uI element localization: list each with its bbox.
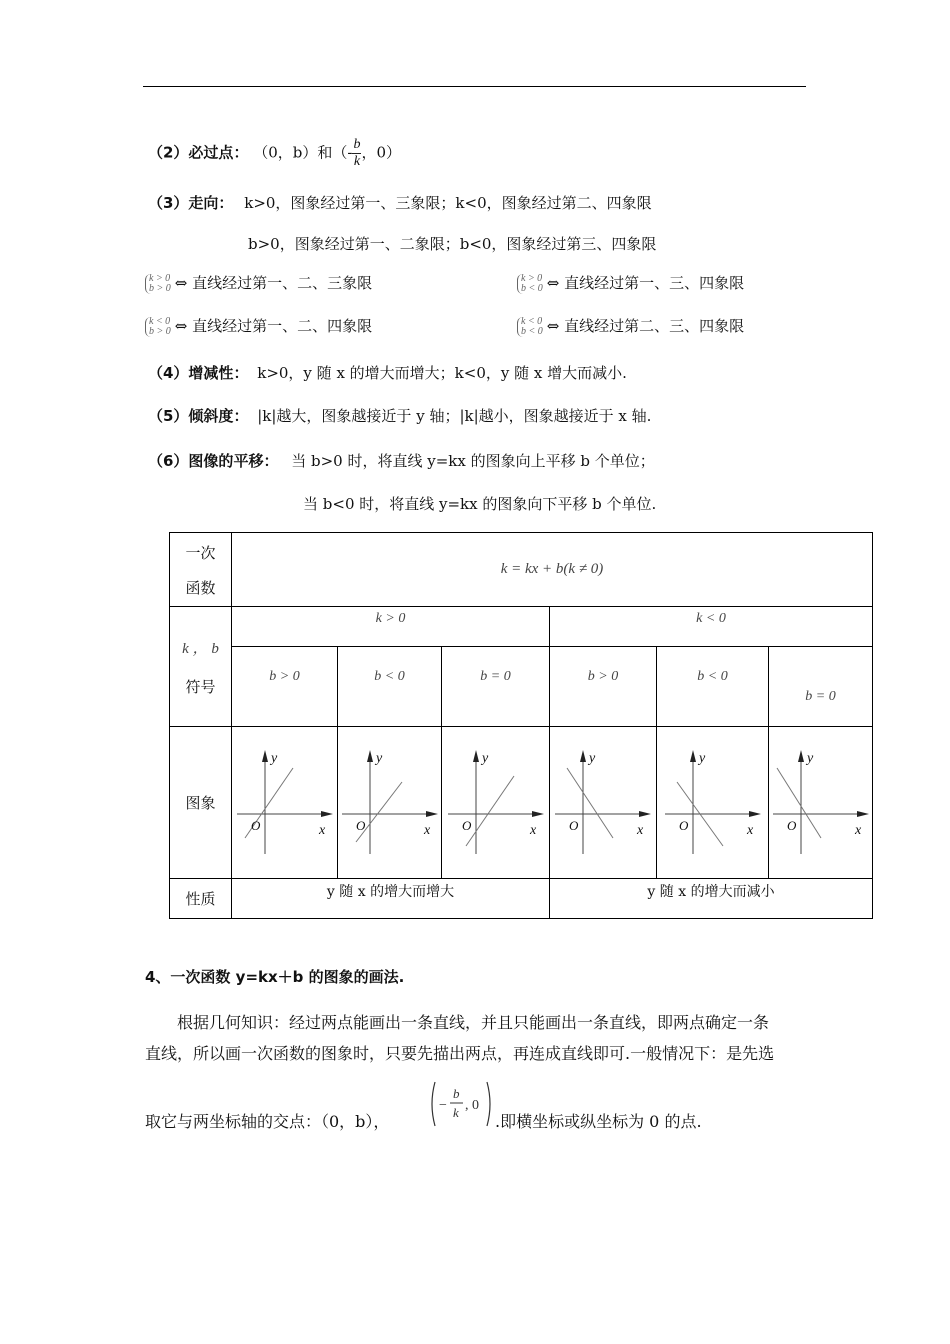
graph-cell-4: [550, 727, 657, 879]
function-line: [777, 768, 821, 838]
b-cell-6: b = 0: [769, 647, 873, 727]
direction-text-1: k>0，图象经过第一、三象限；k<0，图象经过第二、四象限: [244, 194, 652, 212]
graph-kpos-bpos: [235, 746, 335, 856]
frac-den: k: [453, 1105, 459, 1120]
table-row: [170, 727, 873, 879]
graph-cell-1: [232, 727, 338, 879]
point-line: [148, 137, 401, 170]
graph-kneg-bneg: [663, 746, 763, 856]
translation-label: （6）图像的平移：: [148, 452, 279, 470]
y-axis-arrow: [367, 750, 373, 762]
row-label-function: [170, 533, 232, 607]
case-3: [145, 315, 372, 337]
row-label-signs-a: k ， b: [182, 640, 219, 657]
frac-tail: , 0: [465, 1098, 479, 1113]
monotonic-label: （4）增减性：: [148, 364, 249, 382]
y-axis-label: y: [806, 750, 813, 766]
section-4-para-2: 直线，所以画一次函数的图象时，只要先描出两点，再连成直线即可.一般情况下：是先选: [145, 1044, 775, 1063]
direction-label: （3）走向：: [148, 194, 234, 212]
x-axis-label: x: [637, 822, 644, 838]
frac-num: b: [453, 1086, 460, 1101]
origin-label: O: [678, 817, 688, 833]
case-2-k: k > 0: [521, 273, 543, 284]
x-axis-label: x: [529, 822, 536, 838]
property-decreasing: y 随 x 的增大而减小: [550, 879, 873, 919]
x-axis-arrow: [639, 811, 651, 817]
case-4-brace: [517, 317, 543, 337]
x-axis-arrow: [321, 811, 333, 817]
graph-cell-6: [769, 727, 873, 879]
case-3-brace: [145, 317, 171, 337]
fraction-numerator: b: [353, 137, 361, 152]
graph-kneg-bpos: [553, 746, 653, 856]
b-cell-5: b < 0: [657, 647, 769, 727]
case-1-text: ⇔ 直线经过第一、二、三象限: [174, 274, 373, 292]
case-2-b: b < 0: [521, 283, 543, 294]
direction-text-2: b>0，图象经过第一、二象限；b<0，图象经过第三、四象限: [248, 235, 657, 253]
case-4-text: ⇔ 直线经过第二、三、四象限: [546, 317, 745, 335]
row-label-graph: 图象: [170, 727, 232, 879]
table-row: [170, 533, 873, 607]
case-1-brace: [145, 274, 171, 294]
point-text-2: ，0）: [361, 143, 401, 162]
graph-cell-2: [338, 727, 442, 879]
x-axis-label: x: [854, 822, 861, 838]
point-text-1: （0，b）和（-: [253, 143, 353, 162]
slope-label: （5）倾斜度：: [148, 407, 249, 425]
header-rule: [143, 86, 806, 87]
b-cell-3: b = 0: [442, 647, 550, 727]
row-label-signs-b: 符号: [185, 677, 216, 696]
right-paren: [487, 1082, 490, 1126]
x-axis-label: x: [423, 822, 430, 838]
row-label-function-a: 一次: [185, 543, 216, 562]
b-cell-2: b < 0: [338, 647, 442, 727]
y-axis-label: y: [589, 750, 596, 766]
x-axis-label: x: [746, 822, 753, 838]
origin-label: O: [569, 817, 579, 833]
origin-label: O: [250, 817, 260, 833]
y-axis-label: y: [698, 750, 705, 766]
graph-cell-5: [657, 727, 769, 879]
left-paren: [432, 1082, 435, 1126]
x-axis-arrow: [532, 811, 544, 817]
case-2: [517, 272, 744, 294]
function-formula: k = kx + b(k ≠ 0): [232, 533, 873, 607]
graph-kpos-bneg: [340, 746, 440, 856]
y-axis-arrow: [580, 750, 586, 762]
slope-text: |k|越大，图象越接近于 y 轴；|k|越小，图象越接近于 x 轴.: [257, 407, 652, 425]
case-3-text: ⇔ 直线经过第一、二、四象限: [174, 317, 373, 335]
y-axis-label: y: [481, 750, 488, 766]
k-negative-header: k < 0: [550, 607, 873, 647]
translation-text-2: 当 b<0 时，将直线 y=kx 的图象向下平移 b 个单位.: [303, 495, 657, 513]
k-positive-header: k > 0: [232, 607, 550, 647]
property-increasing: y 随 x 的增大而增大: [232, 879, 550, 919]
y-axis-arrow: [798, 750, 804, 762]
function-line: [466, 776, 514, 846]
row-label-property: 性质: [170, 879, 232, 919]
y-axis-arrow: [262, 750, 268, 762]
b-cell-4: b > 0: [550, 647, 657, 727]
row-label-signs: [170, 607, 232, 727]
translation-line-1: [148, 450, 655, 471]
table-row: [170, 607, 873, 647]
direction-line-1: [148, 192, 652, 213]
monotonic-line: [148, 362, 627, 383]
origin-label: O: [786, 817, 796, 833]
section-4-para-3b: .即横坐标或纵坐标为 0 的点.: [495, 1112, 702, 1131]
function-line: [356, 782, 402, 842]
case-3-b: b > 0: [149, 326, 171, 337]
monotonic-text: k>0，y 随 x 的增大而增大；k<0，y 随 x 增大而减小.: [257, 364, 627, 382]
translation-text-1: 当 b>0 时，将直线 y=kx 的图象向上平移 b 个单位；: [291, 452, 655, 470]
case-4-b: b < 0: [521, 326, 543, 337]
intercept-fraction-svg: [427, 1078, 497, 1130]
case-4: [517, 315, 744, 337]
point-label: （2）必过点：: [148, 143, 249, 162]
section-4-para-3a: 取它与两坐标轴的交点：（0，b），: [145, 1112, 390, 1131]
x-axis-label: x: [318, 822, 325, 838]
table-row: [170, 879, 873, 919]
y-axis-arrow: [473, 750, 479, 762]
case-1-b: b > 0: [149, 283, 171, 294]
linear-function-table: [169, 532, 873, 919]
minus-sign: −: [439, 1098, 447, 1113]
graph-kneg-bzero: [771, 746, 871, 856]
case-2-text: ⇔ 直线经过第一、三、四象限: [546, 274, 745, 292]
case-1-k: k > 0: [149, 273, 171, 284]
section-4-heading: 4、一次函数 y=kx＋b 的图象的画法.: [145, 968, 405, 986]
graph-kpos-bzero: [446, 746, 546, 856]
b-cell-1: b > 0: [232, 647, 338, 727]
graph-cell-3: [442, 727, 550, 879]
y-axis-label: y: [375, 750, 382, 766]
x-axis-arrow: [857, 811, 869, 817]
y-axis-label: y: [270, 750, 277, 766]
row-label-function-b: 函数: [185, 578, 216, 597]
section-4-para-1: 根据几何知识：经过两点能画出一条直线，并且只能画出一条直线，即两点确定一条: [177, 1013, 770, 1032]
intercept-fraction: [427, 1078, 497, 1134]
x-axis-arrow: [426, 811, 438, 817]
case-2-brace: [517, 274, 543, 294]
slope-line: [148, 405, 651, 426]
origin-label: O: [461, 817, 471, 833]
case-1: [145, 272, 372, 294]
table-row: [170, 647, 873, 727]
case-3-k: k < 0: [149, 316, 171, 327]
origin-label: O: [355, 817, 365, 833]
x-axis-arrow: [749, 811, 761, 817]
fraction-denominator: k: [353, 154, 361, 169]
y-axis-arrow: [690, 750, 696, 762]
case-4-k: k < 0: [521, 316, 543, 327]
